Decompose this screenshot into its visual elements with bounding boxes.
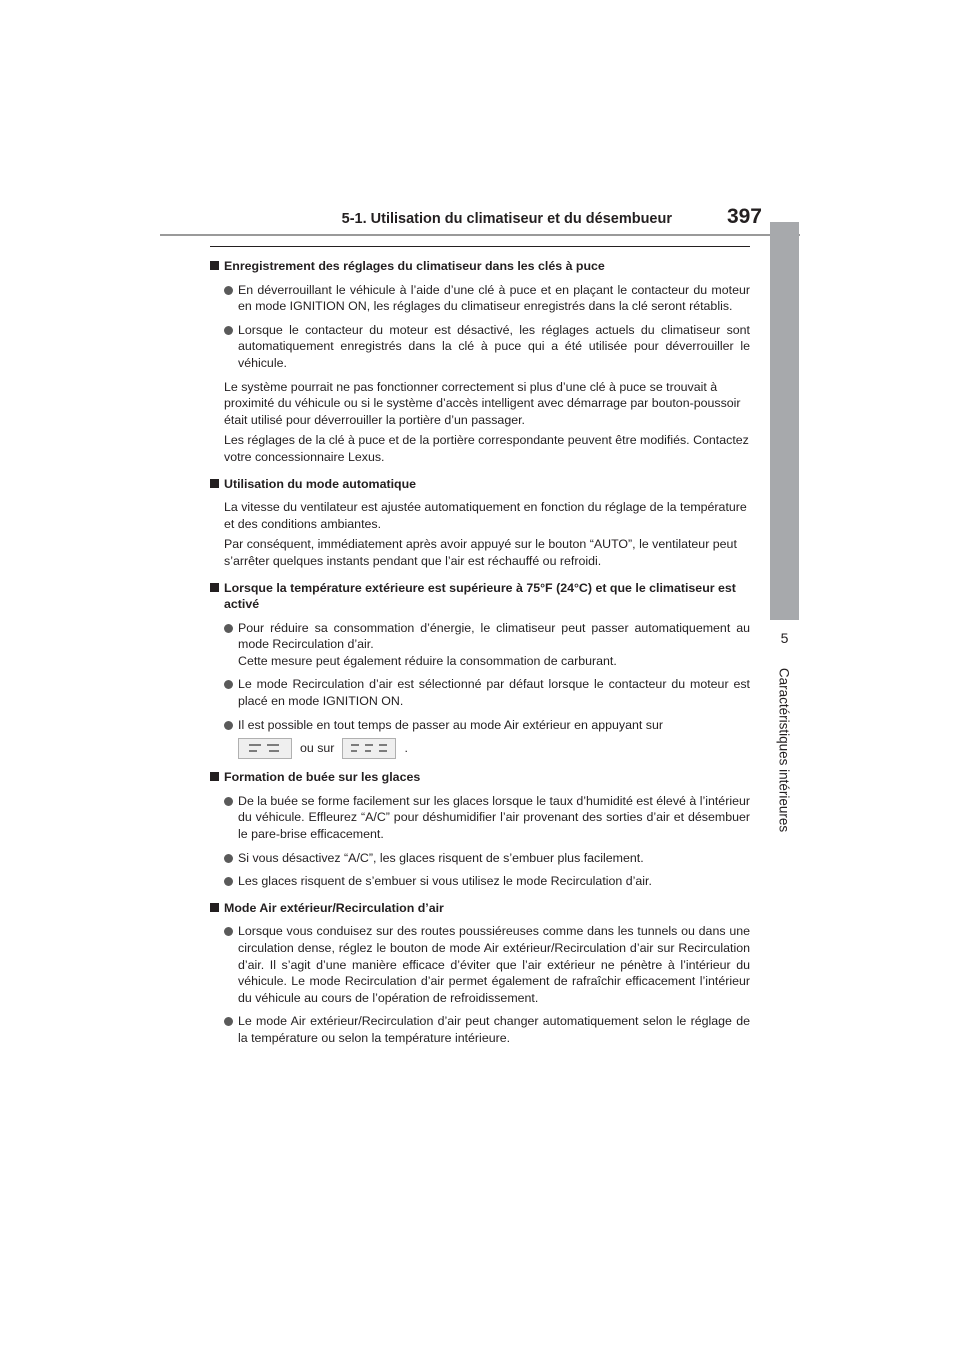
list-item (210, 1013, 750, 1046)
section-heading (210, 900, 750, 917)
list-item (210, 873, 750, 890)
square-marker-icon (210, 903, 219, 912)
bullet-icon (224, 326, 233, 335)
bullet-icon (224, 927, 233, 936)
section-heading (210, 258, 750, 275)
sentence-end: . (404, 741, 408, 756)
bullet-icon (224, 680, 233, 689)
paragraph: Le système pourrait ne pas fonctionner correctement si plus d’une clé à puce se trouvait à proximité du véhicule ou si le système d’accès intelligent avec démarrage par bouton-poussoir était utilisé pour déverrouiller la portière d’un passager. (224, 379, 741, 427)
bullet-icon (224, 877, 233, 886)
list-item-text: Les glaces risquent de s’embuer si vous utilisez le mode Recirculation d’air. (238, 874, 652, 889)
fresh-air-button-icon (238, 738, 292, 759)
section-divider (210, 246, 750, 247)
chapter-label: Caractéristiques intérieures (776, 667, 792, 833)
chapter-number: 5 (780, 630, 789, 646)
header-section-title: 5-1. Utilisation du climatiseur et du désembueur (341, 211, 672, 227)
paragraph: Par conséquent, immédiatement après avoir appuyé sur le bouton “AUTO”, le ventilateur peut s’arrêter quelques instants pendant que l’air est réchauffé ou refroidi. (224, 537, 737, 568)
button-icon-line (210, 738, 750, 759)
square-marker-icon (210, 772, 219, 781)
bullet-icon (224, 797, 233, 806)
section-heading (210, 476, 750, 493)
bullet-icon (224, 1017, 233, 1026)
list-item (210, 793, 750, 843)
heading-text: Utilisation du mode automatique (224, 476, 417, 491)
list-item-text: En déverrouillant le véhicule à l’aide d’une clé à puce et en plaçant le contacteur du moteur en mode IGNITION ON, les réglages du climatiseur enregistrés dans la clé seront rétablis. (238, 282, 750, 314)
list-item-text: Le mode Air extérieur/Recirculation d’air peut changer automatiquement selon le réglage de la température ou selon la température intérieure. (238, 1014, 750, 1045)
square-marker-icon (210, 583, 219, 592)
chapter-tab (770, 222, 799, 620)
heading-text: Formation de buée sur les glaces (224, 770, 421, 785)
list-item (210, 322, 750, 372)
list-item (210, 850, 750, 867)
page-header (341, 205, 762, 235)
bullet-icon (224, 721, 233, 730)
list-item-text: Lorsque le contacteur du moteur est désactivé, les réglages actuels du climatiseur sont automatiquement enregistrés dans la clé à puce qui a été utilisée pour déverrouiller le véhicule. (238, 322, 750, 370)
list-item (210, 717, 750, 734)
list-item (210, 923, 750, 1006)
fresh-air-button-alt-icon (342, 738, 396, 759)
paragraph: Les réglages de la clé à puce et de la portière correspondante peuvent être modifiés. Contactez votre concessionnaire Lexus. (224, 433, 749, 464)
list-item-text: Si vous désactivez “A/C”, les glaces risquent de s’embuer plus facilement. (238, 850, 644, 865)
section-heading (210, 580, 750, 613)
page-content (210, 258, 750, 1054)
list-item (210, 620, 750, 670)
list-item-text: Le mode Recirculation d’air est sélectionné par défaut lorsque le contacteur du moteur est placé en mode IGNITION ON. (238, 677, 750, 709)
list-item-text: Il est possible en tout temps de passer au mode Air extérieur en appuyant sur (238, 717, 663, 732)
bullet-icon (224, 854, 233, 863)
list-item (210, 676, 750, 709)
section-heading (210, 769, 750, 786)
list-item-text: Pour réduire sa consommation d’énergie, le climatiseur peut passer automatiquement au mode Recirculation d’air. (238, 620, 750, 652)
heading-text: Enregistrement des réglages du climatiseur dans les clés à puce (224, 259, 605, 273)
button-connector-text: ou sur (300, 741, 335, 756)
square-marker-icon (210, 261, 219, 270)
square-marker-icon (210, 479, 219, 488)
page-number: 397 (726, 205, 762, 228)
header-divider (160, 234, 800, 236)
heading-text: Lorsque la température extérieure est supérieure à 75°F (24°C) et que le climatiseur est activé (224, 580, 736, 612)
heading-text: Mode Air extérieur/Recirculation d’air (224, 900, 444, 915)
list-item (210, 282, 750, 315)
paragraph: La vitesse du ventilateur est ajustée automatiquement en fonction du réglage de la température et des conditions ambiantes. (224, 500, 747, 531)
bullet-icon (224, 286, 233, 295)
bullet-icon (224, 624, 233, 633)
list-item-text: De la buée se forme facilement sur les glaces lorsque le taux d’humidité est élevé à l’intérieur du véhicule. Effleurez “A/C” pour déshumidifier l’air provenant des sorties d’air et désembuer le pare-brise efficacement. (238, 793, 750, 842)
list-item-text: Lorsque vous conduisez sur des routes poussiéreuses comme dans les tunnels ou dans une circulation dense, réglez le bouton de mode Air extérieur/Recirculation d’air sur Recirculation d’air. Il s’agit d’une manière efficace d’éviter que l’air extérieur ne pénètre à l’intérieur du véhicule. Le mode Recirculation d’air permet également de rafraîchir efficacement l’intérieur du véhicule au cours de l’opération de refroidissement. (238, 924, 750, 1005)
list-item-text: Cette mesure peut également réduire la consommation de carburant. (238, 653, 617, 668)
